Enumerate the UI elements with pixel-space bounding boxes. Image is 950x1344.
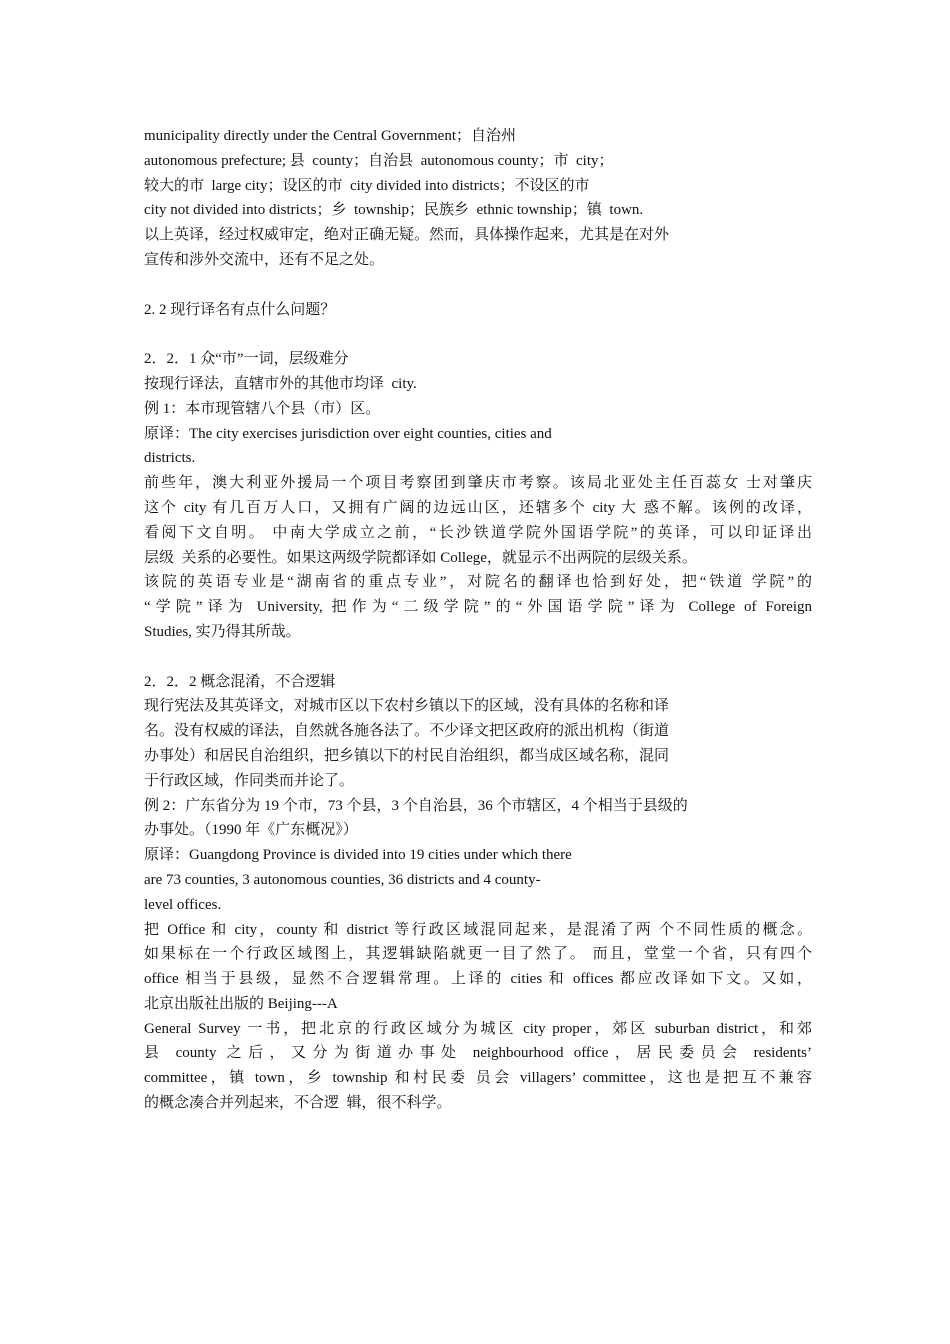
section-heading-2-2: 2. 2 现行译名有点什么问题？ <box>144 301 336 318</box>
spacer <box>144 273 824 298</box>
paragraph-line: 名。没有权威的译法，自然就各施各法了。不少译文把区政府的派出机构（街道 <box>144 723 670 740</box>
paragraph-line: General Survey 一书，把北京的行政区域分为城区 city proper，郊区 suburban district，和郊 <box>144 1020 812 1037</box>
subsection-heading-2-2-1: 2．2．1 众“市”一词，层级难分 <box>144 351 349 368</box>
translation-line: districts. <box>144 450 196 467</box>
document-page <box>144 124 824 1116</box>
paragraph-line: 按现行译法，直辖市外的其他市均译 city. <box>144 375 417 392</box>
paragraph-line: 办事处）和居民自治组织，把乡镇以下的村民自治组织，都当成区域名称，混同 <box>144 747 670 764</box>
paragraph-line: 的概念凑合并列起来，不合逻 辑，很不科学。 <box>144 1095 452 1112</box>
subsection-heading-2-2-2: 2．2．2 概念混淆，不合逻辑 <box>144 673 336 690</box>
paragraph-line: 现行宪法及其英译文，对城市区以下农村乡镇以下的区域，没有具体的名称和译 <box>144 698 670 715</box>
paragraph-line: 北京出版社出版的 Beijing---A <box>144 995 338 1012</box>
intro-line-4: city not divided into districts；乡 township；民族乡 ethnic township；镇 town. <box>144 202 644 219</box>
paragraph-line: 看阅下文自明。 中南大学成立之前，“长沙铁道学院外国语学院”的英译，可以印证译出 <box>144 524 812 541</box>
example-line: 例 2：广东省分为 19 个市，73 个县，3 个自治县，36 个市辖区，4 个相当于县级的 <box>144 797 688 814</box>
spacer <box>144 645 824 670</box>
translation-line: 原译：Guangdong Province is divided into 19 cities under which there <box>144 847 572 864</box>
example-line: 办事处。（1990 年《广东概况》） <box>144 822 358 839</box>
paragraph-line: “学院”译为 University, 把作为“二级学院”的“外国语学院”译为 College of Foreign <box>144 599 812 616</box>
paragraph-line: office 相当于县级，显然不合逻辑常理。上译的 cities 和 offices 都应改译如下文。又如， <box>144 971 812 988</box>
paragraph-line: 于行政区域，作同类而并论了。 <box>144 772 355 789</box>
translation-line: are 73 counties, 3 autonomous counties, 36 districts and 4 county- <box>144 871 541 888</box>
intro-line-5: 以上英译，经过权威审定，绝对正确无疑。然而，具体操作起来，尤其是在对外 <box>144 227 670 244</box>
paragraph-line: 该院的英语专业是“湖南省的重点专业”，对院名的翻译也恰到好处，把“铁道 学院”的 <box>144 574 812 591</box>
paragraph-line: Studies, 实乃得其所哉。 <box>144 623 301 640</box>
spacer <box>144 322 824 347</box>
intro-line-2: autonomous prefecture; 县 county；自治县 autonomous county；市 city； <box>144 152 614 169</box>
intro-line-6: 宣传和涉外交流中，还有不足之处。 <box>144 251 385 268</box>
intro-line-3: 较大的市 large city；设区的市 city divided into districts；不设区的市 <box>144 177 590 194</box>
paragraph-line: 把 Office 和 city，county 和 district 等行政区域混同起来，是混淆了两 个不同性质的概念。 <box>144 921 812 938</box>
paragraph-line: 前些年，澳大利亚外援局一个项目考察团到肇庆市考察。该局北亚处主任百蕊女 士对肇庆 <box>144 475 812 492</box>
paragraph-line: 如果标在一个行政区域图上，其逻辑缺陷就更一目了然了。 而且，堂堂一个省，只有四个 <box>144 946 812 963</box>
paragraph-line: 这个 city 有几百万人口，又拥有广阔的边远山区，还辖多个 city 大 惑不解。该例的改译， <box>144 499 812 516</box>
intro-line-1: municipality directly under the Central Government；自治州 <box>144 128 516 144</box>
paragraph-line: 县 county 之后，又分为街道办事处 neighbourhood office，居民委员会 residents’ <box>144 1045 812 1062</box>
paragraph-line: committee，镇 town，乡 township 和村民委 员会 villagers’ committee，这也是把互不兼容 <box>144 1070 812 1087</box>
translation-line: 原译：The city exercises jurisdiction over eight counties, cities and <box>144 425 552 442</box>
translation-line: level offices. <box>144 896 222 913</box>
paragraph-line: 层级 关系的必要性。如果这两级学院都译如 College，就显示不出两院的层级关系。 <box>144 549 697 566</box>
example-line: 例 1：本市现管辖八个县（市）区。 <box>144 400 381 417</box>
